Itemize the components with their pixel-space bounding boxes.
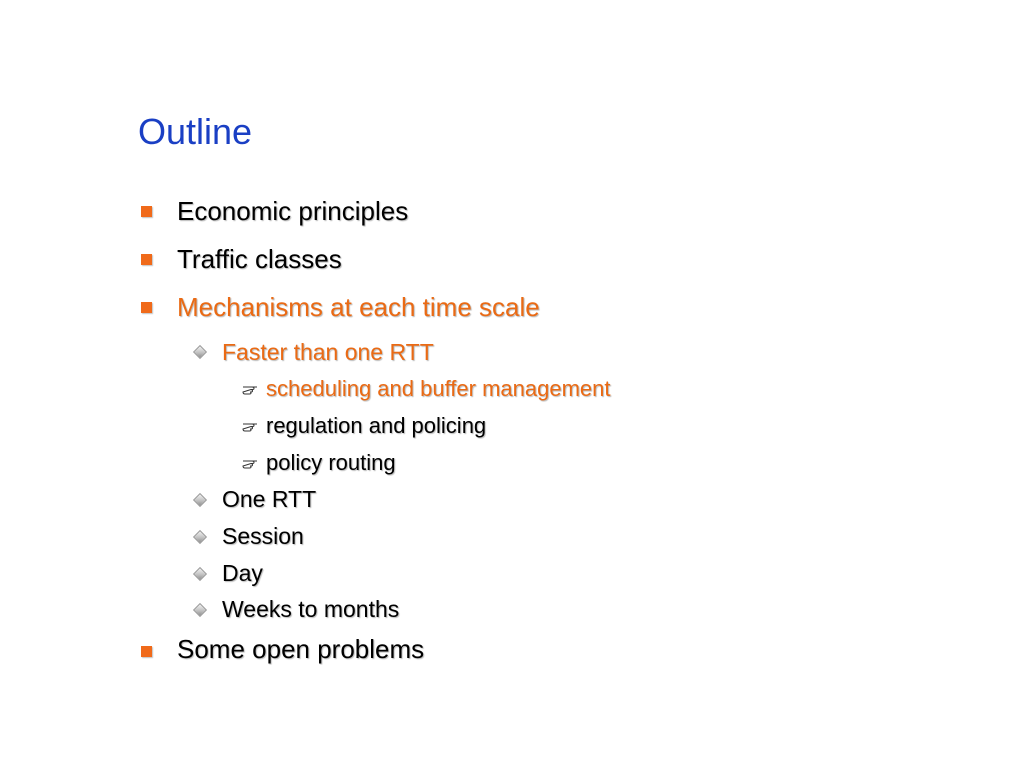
outline-subsubitem-regulation: regulation and policing — [266, 413, 487, 438]
outline-subsubitem-policy-routing: policy routing — [266, 450, 396, 475]
outline-subsubitem-scheduling: scheduling and buffer management — [266, 376, 611, 401]
outline-item-traffic-classes: Traffic classes — [177, 244, 342, 274]
diamond-bullet-icon — [193, 567, 207, 581]
pointing-hand-icon — [242, 383, 258, 395]
square-bullet-icon — [141, 206, 152, 217]
slide-title: Outline — [138, 111, 253, 152]
square-bullet-icon — [141, 254, 152, 265]
pointing-hand-icon — [242, 420, 258, 432]
outline-item-economic-principles: Economic principles — [177, 196, 409, 226]
outline-subitem-day: Day — [222, 560, 263, 586]
pointing-hand-icon — [242, 457, 258, 469]
outline-subitem-session: Session — [222, 523, 304, 549]
square-bullet-icon — [141, 302, 152, 313]
diamond-bullet-icon — [193, 530, 207, 544]
diamond-bullet-icon — [193, 603, 207, 617]
outline-item-mechanisms: Mechanisms at each time scale — [177, 292, 540, 322]
outline-subitem-faster-than-one-rtt: Faster than one RTT — [222, 339, 434, 365]
square-bullet-icon — [141, 646, 152, 657]
diamond-bullet-icon — [193, 493, 207, 507]
outline-item-open-problems: Some open problems — [177, 634, 425, 664]
outline-subitem-one-rtt: One RTT — [222, 486, 317, 512]
outline-subitem-weeks-to-months: Weeks to months — [222, 596, 400, 622]
diamond-bullet-icon — [193, 345, 207, 359]
